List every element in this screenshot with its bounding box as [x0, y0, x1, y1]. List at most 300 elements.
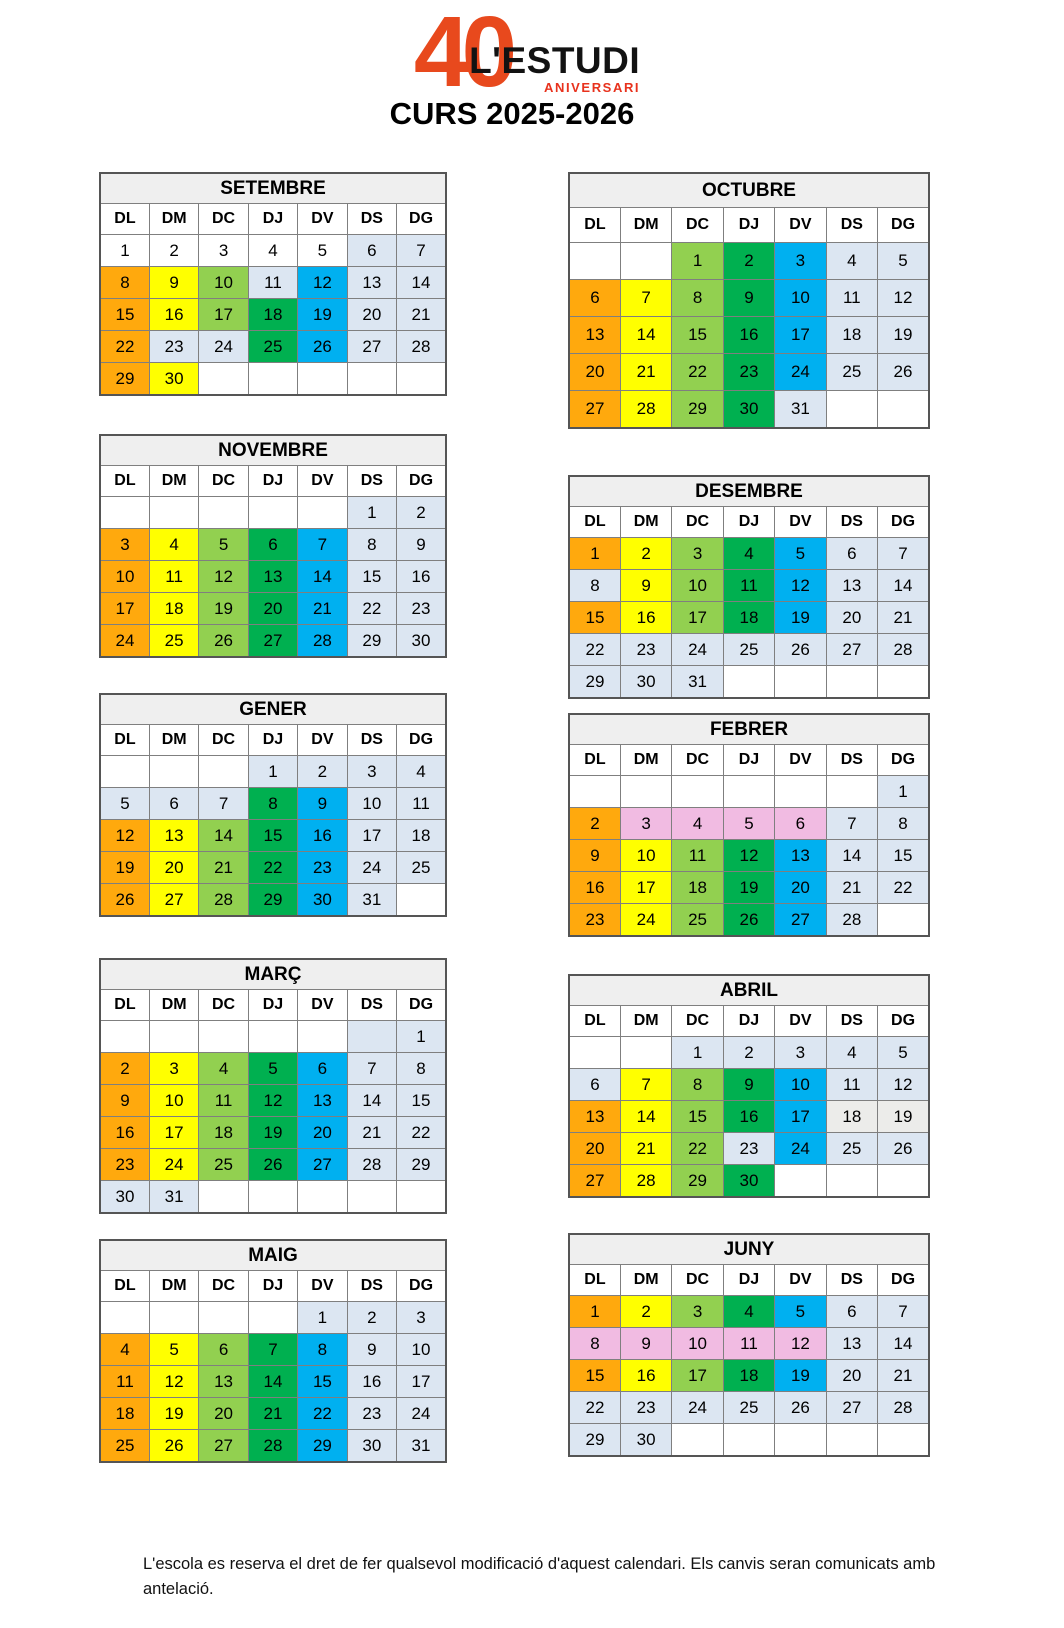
day-header-dg: DG: [397, 1271, 446, 1302]
day-cell: 12: [248, 1085, 297, 1117]
week-row: [569, 1133, 929, 1165]
day-cell: 3: [775, 243, 826, 280]
day-cell: [149, 1021, 198, 1053]
day-cell: 26: [775, 634, 826, 666]
day-cell: 8: [347, 529, 396, 561]
day-header-dv: DV: [298, 990, 347, 1021]
day-cell: 17: [397, 1366, 446, 1398]
day-header-dv: DV: [298, 1271, 347, 1302]
day-cell: 5: [723, 808, 774, 840]
day-cell: [620, 243, 671, 280]
day-cell: [620, 776, 671, 808]
day-cell: 24: [672, 1392, 723, 1424]
day-cell: 2: [569, 808, 620, 840]
day-cell: 7: [248, 1334, 297, 1366]
day-cell: [826, 776, 877, 808]
day-header-dl: DL: [100, 725, 149, 756]
week-row: [569, 317, 929, 354]
day-cell: 10: [199, 267, 248, 299]
day-cell: 18: [723, 602, 774, 634]
day-header-dm: DM: [149, 204, 198, 235]
day-header-dv: DV: [775, 745, 826, 776]
day-cell: 22: [672, 354, 723, 391]
day-header-dc: DC: [199, 725, 248, 756]
day-cell: 9: [100, 1085, 149, 1117]
day-cell: [199, 497, 248, 529]
day-cell: 17: [100, 593, 149, 625]
day-cell: 23: [397, 593, 446, 625]
day-cell: 24: [672, 634, 723, 666]
day-cell: 10: [620, 840, 671, 872]
day-cell: [878, 666, 929, 699]
day-cell: 30: [298, 884, 347, 917]
month-table-abril: [568, 974, 930, 1198]
day-cell: 6: [569, 280, 620, 317]
day-cell: 19: [775, 1360, 826, 1392]
day-cell: 28: [347, 1149, 396, 1181]
day-cell: 20: [569, 1133, 620, 1165]
day-cell: 22: [569, 634, 620, 666]
day-cell: 8: [397, 1053, 446, 1085]
day-cell: 25: [397, 852, 446, 884]
day-cell: 28: [298, 625, 347, 658]
day-cell: [723, 1424, 774, 1457]
day-cell: 24: [199, 331, 248, 363]
day-cell: 20: [298, 1117, 347, 1149]
day-cell: 15: [347, 561, 396, 593]
day-cell: [100, 1302, 149, 1334]
day-cell: 16: [397, 561, 446, 593]
week-row: [569, 840, 929, 872]
day-cell: 11: [826, 1069, 877, 1101]
day-cell: 4: [826, 243, 877, 280]
day-cell: [248, 1181, 297, 1214]
day-cell: 1: [569, 1296, 620, 1328]
day-cell: 20: [248, 593, 297, 625]
day-cell: 3: [100, 529, 149, 561]
day-cell: 5: [775, 1296, 826, 1328]
day-cell: [248, 1021, 297, 1053]
week-row: [100, 593, 446, 625]
day-cell: 25: [199, 1149, 248, 1181]
week-row: [100, 363, 446, 396]
month-title: SETEMBRE: [100, 173, 446, 204]
week-row: [569, 1360, 929, 1392]
day-cell: 10: [672, 570, 723, 602]
day-cell: [569, 243, 620, 280]
day-cell: 12: [775, 1328, 826, 1360]
day-cell: 19: [723, 872, 774, 904]
day-cell: 23: [100, 1149, 149, 1181]
day-cell: 6: [826, 538, 877, 570]
day-cell: 30: [620, 1424, 671, 1457]
day-cell: 16: [620, 602, 671, 634]
day-cell: 20: [199, 1398, 248, 1430]
day-cell: 29: [248, 884, 297, 917]
day-cell: [826, 1424, 877, 1457]
day-cell: 25: [723, 1392, 774, 1424]
day-cell: 6: [775, 808, 826, 840]
day-cell: 4: [826, 1037, 877, 1069]
day-cell: 25: [248, 331, 297, 363]
day-cell: 15: [569, 1360, 620, 1392]
day-cell: 21: [397, 299, 446, 331]
day-header-dl: DL: [100, 466, 149, 497]
day-header-dm: DM: [149, 725, 198, 756]
day-cell: 27: [298, 1149, 347, 1181]
day-cell: 12: [199, 561, 248, 593]
day-cell: 20: [149, 852, 198, 884]
day-header-ds: DS: [826, 1265, 877, 1296]
day-cell: 21: [878, 1360, 929, 1392]
day-cell: 8: [569, 570, 620, 602]
day-cell: 7: [347, 1053, 396, 1085]
day-cell: 5: [149, 1334, 198, 1366]
day-cell: 29: [569, 1424, 620, 1457]
day-cell: 6: [199, 1334, 248, 1366]
day-cell: 9: [347, 1334, 396, 1366]
day-cell: 4: [100, 1334, 149, 1366]
day-cell: 24: [775, 354, 826, 391]
day-header-dm: DM: [620, 745, 671, 776]
day-cell: 9: [620, 1328, 671, 1360]
day-cell: 26: [298, 331, 347, 363]
logo-text-block: [469, 42, 640, 95]
day-cell: [878, 391, 929, 429]
day-cell: 21: [199, 852, 248, 884]
day-cell: 28: [199, 884, 248, 917]
day-header-dv: DV: [775, 1265, 826, 1296]
day-cell: 22: [672, 1133, 723, 1165]
day-cell: 5: [100, 788, 149, 820]
week-row: [569, 634, 929, 666]
day-cell: 29: [100, 363, 149, 396]
day-cell: 1: [569, 538, 620, 570]
day-header-ds: DS: [347, 1271, 396, 1302]
day-cell: [397, 884, 446, 917]
week-row: [100, 884, 446, 917]
day-cell: 18: [100, 1398, 149, 1430]
day-cell: 30: [347, 1430, 396, 1463]
day-header-dc: DC: [672, 1006, 723, 1037]
day-cell: 10: [347, 788, 396, 820]
day-cell: 14: [620, 1101, 671, 1133]
day-cell: 25: [672, 904, 723, 937]
week-row: [569, 570, 929, 602]
day-cell: 24: [397, 1398, 446, 1430]
day-cell: 8: [248, 788, 297, 820]
day-header-dm: DM: [149, 1271, 198, 1302]
month-table-octubre: [568, 172, 930, 429]
day-cell: [347, 363, 396, 396]
day-cell: 26: [878, 1133, 929, 1165]
day-cell: 17: [672, 602, 723, 634]
day-cell: [878, 1424, 929, 1457]
day-cell: 13: [298, 1085, 347, 1117]
day-cell: [100, 756, 149, 788]
day-cell: 30: [100, 1181, 149, 1214]
day-cell: 24: [149, 1149, 198, 1181]
day-cell: 23: [569, 904, 620, 937]
day-cell: 3: [775, 1037, 826, 1069]
day-cell: 19: [298, 299, 347, 331]
day-cell: 3: [347, 756, 396, 788]
day-cell: 23: [723, 1133, 774, 1165]
day-cell: 26: [723, 904, 774, 937]
day-cell: 5: [878, 243, 929, 280]
day-header-dj: DJ: [723, 208, 774, 243]
day-cell: [199, 1021, 248, 1053]
day-cell: 13: [569, 317, 620, 354]
day-cell: 30: [149, 363, 198, 396]
day-cell: [100, 497, 149, 529]
day-cell: 14: [248, 1366, 297, 1398]
day-cell: [149, 497, 198, 529]
day-header-dv: DV: [298, 725, 347, 756]
day-cell: 22: [397, 1117, 446, 1149]
day-cell: 17: [347, 820, 396, 852]
day-cell: 27: [775, 904, 826, 937]
day-cell: 13: [826, 1328, 877, 1360]
day-cell: 16: [620, 1360, 671, 1392]
day-cell: 26: [878, 354, 929, 391]
day-cell: [672, 776, 723, 808]
day-cell: 21: [298, 593, 347, 625]
day-cell: [149, 756, 198, 788]
day-cell: 24: [620, 904, 671, 937]
week-row: [100, 1334, 446, 1366]
day-header-dc: DC: [199, 204, 248, 235]
day-cell: 4: [723, 538, 774, 570]
month-title: DESEMBRE: [569, 476, 929, 507]
day-cell: 18: [199, 1117, 248, 1149]
page-header: [0, 0, 1064, 132]
day-cell: 18: [672, 872, 723, 904]
day-header-dl: DL: [100, 990, 149, 1021]
day-cell: 28: [620, 391, 671, 429]
day-cell: 2: [298, 756, 347, 788]
day-cell: 5: [199, 529, 248, 561]
week-row: [100, 299, 446, 331]
day-cell: 3: [620, 808, 671, 840]
day-cell: 19: [775, 602, 826, 634]
day-cell: 21: [826, 872, 877, 904]
day-cell: 12: [878, 280, 929, 317]
day-cell: 14: [878, 570, 929, 602]
day-header-dm: DM: [149, 990, 198, 1021]
day-cell: 8: [672, 1069, 723, 1101]
day-cell: 16: [723, 317, 774, 354]
day-cell: 13: [248, 561, 297, 593]
week-row: [100, 788, 446, 820]
day-header-dg: DG: [397, 466, 446, 497]
day-cell: 6: [149, 788, 198, 820]
day-cell: 1: [672, 1037, 723, 1069]
day-cell: 1: [248, 756, 297, 788]
week-row: [100, 852, 446, 884]
week-row: [100, 1117, 446, 1149]
week-row: [100, 331, 446, 363]
day-cell: 10: [149, 1085, 198, 1117]
week-row: [100, 820, 446, 852]
day-cell: 24: [100, 625, 149, 658]
month-table-maig: [99, 1239, 447, 1463]
day-cell: 25: [149, 625, 198, 658]
day-cell: [248, 497, 297, 529]
day-cell: 10: [775, 1069, 826, 1101]
day-cell: 20: [347, 299, 396, 331]
day-cell: 4: [672, 808, 723, 840]
day-cell: [248, 363, 297, 396]
day-cell: 17: [672, 1360, 723, 1392]
week-row: [569, 904, 929, 937]
day-cell: 27: [199, 1430, 248, 1463]
day-cell: 4: [248, 235, 297, 267]
day-cell: 27: [826, 634, 877, 666]
day-header-dj: DJ: [248, 990, 297, 1021]
day-cell: 30: [723, 391, 774, 429]
day-cell: 14: [347, 1085, 396, 1117]
week-row: [569, 602, 929, 634]
week-row: [569, 1165, 929, 1198]
day-header-dl: DL: [569, 1265, 620, 1296]
day-cell: 29: [569, 666, 620, 699]
week-row: [100, 1302, 446, 1334]
day-cell: 22: [248, 852, 297, 884]
day-header-dg: DG: [878, 1265, 929, 1296]
day-cell: 14: [878, 1328, 929, 1360]
day-cell: 5: [248, 1053, 297, 1085]
day-cell: 17: [775, 1101, 826, 1133]
day-header-dv: DV: [298, 204, 347, 235]
day-cell: 4: [149, 529, 198, 561]
day-cell: 29: [347, 625, 396, 658]
day-cell: 11: [199, 1085, 248, 1117]
day-cell: 2: [347, 1302, 396, 1334]
day-cell: 11: [149, 561, 198, 593]
day-cell: 3: [672, 538, 723, 570]
day-cell: [569, 776, 620, 808]
day-cell: 9: [569, 840, 620, 872]
day-header-ds: DS: [347, 204, 396, 235]
day-cell: 5: [775, 538, 826, 570]
day-cell: 26: [775, 1392, 826, 1424]
day-cell: 2: [620, 538, 671, 570]
day-cell: 7: [620, 1069, 671, 1101]
month-title: NOVEMBRE: [100, 435, 446, 466]
day-cell: 3: [397, 1302, 446, 1334]
day-cell: 8: [298, 1334, 347, 1366]
week-row: [569, 1069, 929, 1101]
week-row: [100, 1053, 446, 1085]
day-cell: [775, 1424, 826, 1457]
day-cell: [397, 363, 446, 396]
footer-disclaimer: L'escola es reserva el dret de fer qualsevol modificació d'aquest calendari. Els canvis seran comunicats amb antelació.: [143, 1555, 936, 1598]
day-cell: 8: [569, 1328, 620, 1360]
day-header-dv: DV: [775, 1006, 826, 1037]
day-header-dv: DV: [775, 507, 826, 538]
day-cell: 6: [569, 1069, 620, 1101]
day-cell: 27: [826, 1392, 877, 1424]
month-title: MAIG: [100, 1240, 446, 1271]
day-cell: [775, 776, 826, 808]
day-header-dm: DM: [620, 1006, 671, 1037]
week-row: [569, 1037, 929, 1069]
day-cell: 9: [298, 788, 347, 820]
day-header-dv: DV: [298, 466, 347, 497]
day-cell: 12: [149, 1366, 198, 1398]
day-cell: 7: [620, 280, 671, 317]
week-row: [100, 1366, 446, 1398]
day-cell: 23: [620, 634, 671, 666]
week-row: [100, 625, 446, 658]
day-header-dc: DC: [199, 990, 248, 1021]
week-row: [100, 1021, 446, 1053]
day-cell: [199, 363, 248, 396]
day-cell: [149, 1302, 198, 1334]
day-header-dj: DJ: [723, 507, 774, 538]
day-cell: 7: [826, 808, 877, 840]
day-cell: 10: [100, 561, 149, 593]
day-header-ds: DS: [826, 507, 877, 538]
day-cell: 2: [100, 1053, 149, 1085]
day-cell: [826, 391, 877, 429]
day-header-dg: DG: [397, 725, 446, 756]
day-cell: 15: [100, 299, 149, 331]
calendar-column-right: [568, 172, 930, 1457]
week-row: [569, 354, 929, 391]
day-cell: 23: [149, 331, 198, 363]
day-header-dg: DG: [878, 507, 929, 538]
day-header-dl: DL: [569, 1006, 620, 1037]
day-cell: 4: [723, 1296, 774, 1328]
day-cell: 19: [248, 1117, 297, 1149]
day-cell: 1: [100, 235, 149, 267]
day-cell: 14: [620, 317, 671, 354]
day-cell: 14: [826, 840, 877, 872]
day-cell: 9: [149, 267, 198, 299]
day-cell: 22: [878, 872, 929, 904]
day-cell: 23: [298, 852, 347, 884]
day-header-dj: DJ: [723, 1265, 774, 1296]
day-cell: 24: [775, 1133, 826, 1165]
day-cell: 3: [149, 1053, 198, 1085]
day-cell: 9: [723, 1069, 774, 1101]
day-cell: 19: [149, 1398, 198, 1430]
day-header-ds: DS: [826, 745, 877, 776]
day-cell: 1: [672, 243, 723, 280]
day-cell: 19: [878, 317, 929, 354]
day-cell: [298, 497, 347, 529]
day-cell: 13: [775, 840, 826, 872]
day-cell: 16: [569, 872, 620, 904]
day-cell: 25: [100, 1430, 149, 1463]
day-cell: 10: [672, 1328, 723, 1360]
week-row: [569, 1392, 929, 1424]
day-cell: 6: [826, 1296, 877, 1328]
day-cell: 31: [347, 884, 396, 917]
day-cell: 9: [723, 280, 774, 317]
day-cell: 29: [298, 1430, 347, 1463]
month-table-gener: [99, 693, 447, 917]
day-cell: 27: [569, 391, 620, 429]
day-cell: 28: [878, 1392, 929, 1424]
day-cell: 28: [878, 634, 929, 666]
week-row: [569, 280, 929, 317]
month-table-febrer: [568, 713, 930, 937]
day-header-dc: DC: [672, 507, 723, 538]
day-cell: 28: [248, 1430, 297, 1463]
